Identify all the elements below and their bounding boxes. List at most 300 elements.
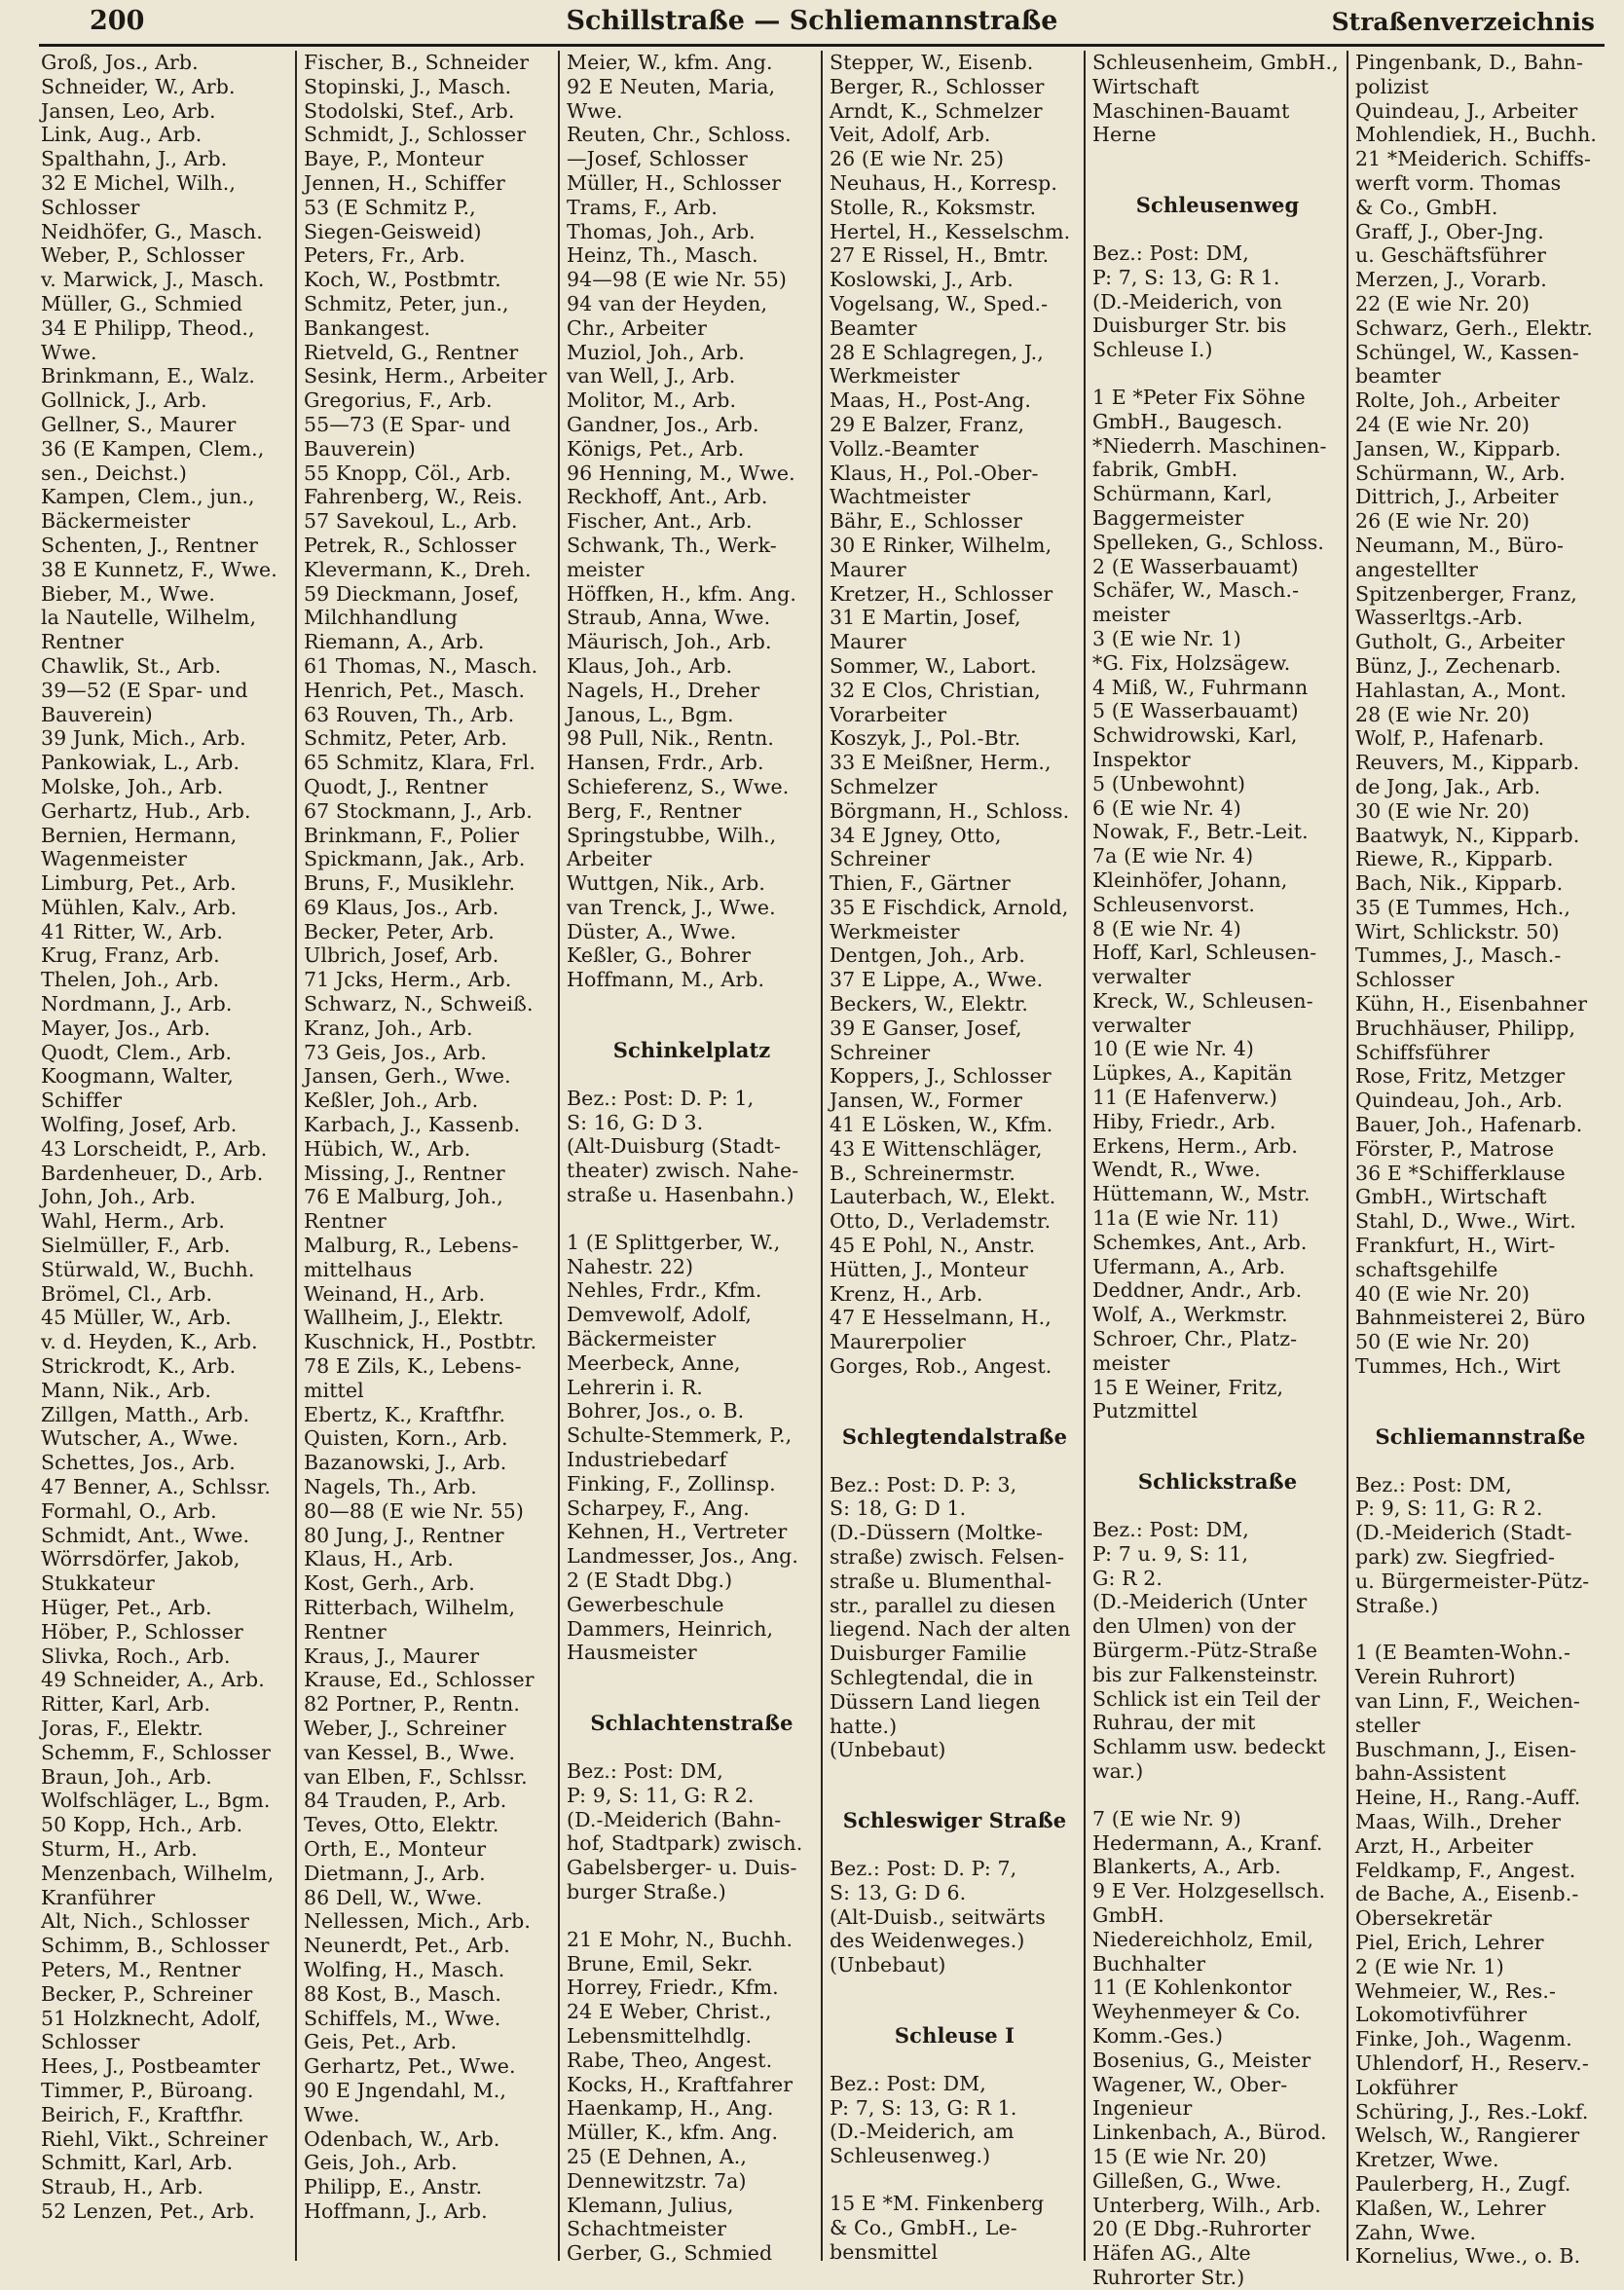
entry-line: Buchhalter [1092,1951,1206,1976]
entry-line: 35 E Fischdick, Arnold, [830,895,1069,919]
entry-line: Paulerberg, H., Zugf. [1355,2171,1571,2196]
entry-line: Rentner [41,630,124,654]
entry-line: Stopinski, J., Masch. [304,74,512,98]
entry-line: Bauverein) [304,436,416,461]
spacer [567,1016,817,1039]
entry-line: straße u. Blumenthal- [830,1569,1052,1593]
entry-line: Mayer, Jos., Arb. [41,1016,211,1040]
entry-line: Wwe. [567,98,623,123]
entry-line: (D.-Düssern (Moltke- [830,1521,1044,1545]
entry-line: Schemkes, Ant., Arb. [1092,1230,1308,1254]
entry-line: Koch, W., Postbmtr. [304,268,501,292]
entry-line: Bach, Nik., Kipparb. [1355,871,1564,896]
entry-line: Malburg, R., Lebens- [304,1234,519,1258]
entry-line: 10 (E wie Nr. 4) [1092,1037,1254,1061]
entry-line: (D.-Meiderich (Unter [1092,1590,1308,1614]
entry-line: Missing, J., Rentner [304,1161,505,1185]
entry-line: 31 E Martin, Josef, [830,606,1021,630]
entry-line: P: 9, S: 11, G: R 2. [567,1783,755,1807]
entry-line: Niedereichholz, Emil, [1092,1927,1314,1951]
entry-line: Vorarbeiter [830,702,947,726]
entry-line: Schiffels, M., Wwe. [304,2006,501,2030]
entry-line: Gilleßen, G., Wwe. [1092,2168,1282,2193]
entry-line: Klemann, Julius, [567,2193,734,2217]
entry-line: des Weidenweges.) [830,1929,1025,1953]
entry-line: Jansen, Leo, Arb. [41,98,216,123]
entry-line: Schäfer, W., Masch.- [1092,578,1300,603]
entry-line: 2 (E Wasserbauamt) [1092,554,1299,578]
entry-line: van Well, J., Arb. [567,364,736,388]
entry-line: park) zw. Siegfried- [1355,1545,1556,1570]
entry-line: (D.-Meiderich (Bahn- [567,1807,782,1831]
entry-line: straße) zwisch. Felsen- [830,1545,1065,1570]
entry-line: theater) zwisch. Nahe- [567,1159,799,1183]
entry-line: 94 van der Heyden, [567,291,768,315]
spacer [830,1786,1080,1809]
entry-line: Alt, Nich., Schlosser [41,1909,250,1934]
entry-line: 28 (E wie Nr. 20) [1355,702,1531,726]
entry-line: 8 (E wie Nr. 4) [1092,916,1241,941]
entry-line: Uhlendorf, H., Reserv.- [1355,2050,1589,2075]
entry-line: 21 E Mohr, N., Buchh. [567,1927,794,1951]
entry-line: Reckhoff, Ant., Arb. [567,485,768,509]
entry-line: Dentgen, Joh., Arb. [830,943,1025,968]
entry-line: Lebensmittelhdlg. [567,2023,753,2048]
entry-line: Wolfschläger, L., Bgm. [41,1789,271,1813]
entry-line: Krause, Ed., Schlosser [304,1668,535,1692]
entry-line: Gerhartz, Hub., Arb. [41,798,251,823]
entry-line: Förster, P., Matrose [1355,1136,1555,1161]
spacer [1092,1784,1343,1807]
entry-line: Bez.: Post: DM, [567,1759,723,1783]
entry-line: Schemm, F., Schlosser [41,1740,272,1764]
entry-line: Bez.: Post: DM, [1092,1518,1249,1542]
entry-line: Bazanowski, J., Arb. [304,1451,507,1475]
entry-line: Schreiner [830,847,931,871]
entry-line: fabrik, GmbH. [1092,458,1238,482]
entry-line: Petrek, R., Schlosser [304,533,517,557]
entry-line: Schürmann, Karl, [1092,482,1273,506]
entry-line: Becker, Peter, Arb. [304,919,495,943]
entry-line: P: 7, S: 13, G: R 1. [1092,265,1280,289]
entry-line: Beamter [830,315,917,340]
entry-line: Formahl, O., Arb. [41,1498,217,1523]
entry-line: Mäurisch, Joh., Arb. [567,630,772,654]
entry-line: Landmesser, Jos., Ang. [567,1544,798,1569]
entry-line: P: 9, S: 11, G: R 2. [1355,1496,1543,1521]
entry-line: GmbH. [1092,1902,1164,1927]
entry-line: Klaus, H., Arb. [304,1547,455,1571]
entry-line: Herne [1092,123,1157,147]
entry-line: Kornelius, Wwe., o. B. [1355,2244,1581,2269]
entry-line: Riemann, A., Arb. [304,630,485,654]
entry-line: Straub, H., Arb. [41,2175,203,2199]
entry-line: 34 E Jgney, Otto, [830,823,1002,847]
entry-line: meister [1092,603,1170,627]
entry-line: 94—98 (E wie Nr. 55) [567,268,788,292]
entry-line: Riehl, Vikt., Schreiner [41,2126,268,2151]
entry-line: Strickrodt, K., Arb. [41,1354,237,1379]
entry-line: Klaus, Joh., Arb. [567,653,733,678]
entry-line: (D.-Meiderich (Stadt- [1355,1521,1572,1545]
entry-line: Quindeau, J., Arbeiter [1355,98,1578,123]
entry-line: Wuttgen, Nik., Arb. [567,871,766,896]
page-title: Schillstraße — Schliemannstraße [566,6,1058,36]
entry-line: Bünz, J., Zechenarb. [1355,653,1562,678]
entry-line: v. Marwick, J., Masch. [41,268,265,292]
entry-line: Feldkamp, F., Angest. [1355,1858,1576,1882]
entry-line: Schüngel, W., Kassen- [1355,340,1579,364]
entry-line: 50 (E wie Nr. 20) [1355,1330,1531,1354]
entry-line: 36 (E Kampen, Clem., [41,436,265,461]
entry-line: G: R 2. [1092,1566,1163,1590]
entry-line: Arbeiter [567,847,652,871]
entry-line: Lauterbach, W., Elekt. [830,1185,1056,1209]
entry-line: v. d. Heyden, K., Arb. [41,1330,258,1354]
entry-line: 51 Holzknecht, Adolf, [41,2006,262,2030]
entry-line: P: 7, S: 13, G: R 1. [830,2095,1017,2120]
entry-line: Muziol, Joh., Arb. [567,340,745,364]
entry-line: John, Joh., Arb. [41,1185,197,1209]
entry-line: Spickmann, Jak., Arb. [304,847,526,871]
entry-line: schaftsgehilfe [1355,1257,1498,1281]
entry-line: Mohlendiek, H., Buchh. [1355,123,1597,147]
entry-line: —Josef, Schlosser [567,147,748,171]
entry-line: Bauverein) [41,702,153,726]
entry-line: 45 E Pohl, N., Anstr. [830,1234,1036,1258]
entry-line: Brinkmann, E., Walz. [41,364,256,388]
entry-line: Schneider, W., Arb. [41,74,236,98]
entry-line: Bosenius, G., Meister [1092,2048,1311,2072]
entry-line: Schwank, Th., Werk- [567,533,777,557]
entry-line: Nowak, F., Betr.-Leit. [1092,820,1309,844]
entry-line: Häfen AG., Alte [1092,2241,1251,2266]
entry-line: Schwidrowski, Karl, [1092,723,1298,748]
entry-line: Wehmeier, W., Res.- [1355,1978,1557,2003]
entry-line: Hoffmann, J., Arb. [304,2198,488,2223]
entry-line: Keßler, Joh., Arb. [304,1089,479,1113]
entry-line: Berger, R., Schlosser [830,74,1045,98]
entry-line: Bez.: Post: D. P: 3, [830,1472,1017,1496]
entry-line: Putzmittel [1092,1399,1199,1423]
entry-line: Kreck, W., Schleusen- [1092,988,1313,1013]
entry-line: Schlegtendal, die in [830,1666,1034,1689]
entry-line: Dietmann, J., Arb. [304,1861,486,1885]
entry-line: Maas, H., Post-Ang. [830,388,1031,413]
entry-line: 15 E *M. Finkenberg [830,2191,1045,2215]
entry-line: Wolfing, Josef, Arb. [41,1113,238,1137]
entry-line: Gewerbeschule [567,1592,724,1616]
entry-line: Brinkmann, F., Polier [304,823,520,847]
spacer [1092,147,1343,170]
entry-line: Gellner, S., Maurer [41,412,237,436]
entry-line: Lehrerin i. R. [567,1375,703,1399]
entry-line: Odenbach, W., Arb. [304,2126,500,2151]
entry-line: Limburg, Pet., Arb. [41,871,237,896]
entry-line: Schenten, J., Rentner [41,533,259,557]
entry-line: Siegen-Geisweid) [304,219,482,243]
entry-line: Springstubbe, Wilh., [567,823,777,847]
entry-line: (Alt-Duisburg (Stadt- [567,1134,781,1159]
column-2 [295,51,558,2261]
entry-line: Linkenbach, A., Bürod. [1092,2121,1327,2145]
entry-line: Krenz, H., Arb. [830,1281,983,1306]
entry-line: meister [1092,1350,1170,1375]
entry-line: Ruhrau, der mit [1092,1711,1256,1735]
entry-line: Wagener, W., Ober- [1092,2072,1288,2096]
entry-line: Spelleken, G., Schloss. [1092,530,1325,554]
entry-line: Braun, Joh., Arb. [41,1764,212,1789]
entry-line: Neidhöfer, G., Masch. [41,219,263,243]
entry-line: Gollnick, J., Arb. [41,388,207,413]
entry-line: van Kessel, B., Wwe. [304,1740,516,1764]
entry-line: Bruns, F., Musiklehr. [304,871,516,896]
entry-line: bensmittel [830,2239,939,2264]
entry-line: 5 (E Wasserbauamt) [1092,699,1299,723]
entry-line: Dammers, Heinrich, [567,1616,774,1641]
entry-line: Schachtmeister [567,2217,727,2241]
spacer [830,2049,1080,2072]
entry-line: angestellter [1355,557,1479,581]
entry-line: *Niederrh. Maschinen- [1092,433,1327,458]
entry-line: Schüring, J., Res.-Lokf. [1355,2099,1589,2124]
entry-line: Schlamm usw. bedeckt [1092,1735,1326,1759]
spacer [830,1762,1080,1786]
entry-line: Schlosser [41,195,140,219]
entry-line: Janous, L., Bgm. [567,702,734,726]
spacer [1355,1617,1606,1641]
entry-line: Nehles, Frdr., Kfm. [567,1278,762,1303]
entry-line: Nagels, H., Dreher [567,678,760,702]
page-header [0,0,1624,51]
entry-line: Stukkateur [41,1571,155,1596]
entry-line: Stürwald, W., Buchh. [41,1257,255,1281]
entry-line: Henrich, Pet., Masch. [304,678,526,702]
entry-line: Wolf, P., Hafenarb. [1355,726,1545,751]
entry-line: Ulbrich, Josef, Arb. [304,943,499,968]
entry-line: Geis, Pet., Arb. [304,2030,458,2054]
entry-line: Schleusenheim, GmbH., [1092,51,1339,74]
entry-line: 32 E Michel, Wilh., [41,170,236,195]
entry-line: Jennen, H., Schiffer [304,170,505,195]
entry-line: Gerber, G., Schmied [567,2241,773,2266]
entry-line: Berg, F., Rentner [567,798,742,823]
column-4 [821,51,1084,2264]
entry-line: Bruchhäuser, Philipp, [1355,1016,1576,1040]
entry-line: u. Geschäftsführer [1355,243,1547,268]
entry-line: Hüttemann, W., Mstr. [1092,1182,1310,1206]
entry-line: Keßler, G., Bohrer [567,943,752,968]
entry-line: Bez.: Post: D. P: 7, [830,1856,1017,1880]
entry-line: 57 Savekoul, L., Arb. [304,509,518,534]
entry-line: Bäckermeister [567,1327,717,1351]
entry-line: Kühn, H., Eisenbahner [1355,992,1588,1016]
entry-line: 80 Jung, J., Rentner [304,1523,504,1547]
entry-line: Quodt, Clem., Arb. [41,1040,233,1064]
entry-line: Schmelzer [830,774,938,798]
entry-line: Maurer [830,630,906,654]
spacer [1355,1379,1606,1402]
entry-line: S: 16, G: D 3. [567,1110,704,1134]
entry-line: Hübich, W., Arb. [304,1136,471,1161]
entry-line: Schiffsführer [1355,1040,1491,1064]
entry-line: Peters, M., Rentner [41,1957,241,1981]
entry-line: Gerhartz, Pet., Wwe. [304,2054,516,2079]
entry-line: 98 Pull, Nik., Rentn. [567,726,775,751]
entry-line: Sesink, Herm., Arbeiter [304,364,547,388]
entry-line: 36 E *Schifferklause [1355,1161,1566,1185]
entry-line: Menzenbach, Wilhelm, [41,1861,275,1885]
entry-line: Jansen, W., Kipparb. [1355,436,1562,461]
entry-line: Unterberg, Wilh., Arb. [1092,2193,1321,2217]
entry-line: Mann, Nik., Arb. [41,1378,211,1402]
entry-line: Brune, Emil, Sekr. [567,1951,754,1976]
entry-line: Sturm, H., Arb. [41,1836,198,1861]
entry-line: Bähr, E., Schlosser [830,509,1023,534]
entry-line: Kraus, J., Maurer [304,1644,480,1668]
entry-line: 37 E Lippe, A., Wwe. [830,968,1044,992]
entry-line: Fischer, B., Schneider [304,51,530,74]
entry-line: 30 E Rinker, Wilhelm, [830,533,1052,557]
entry-line: Kranführer [41,1885,156,1909]
entry-line: Wörrsdörfer, Jakob, [41,1547,240,1571]
entry-line: Welsch, W., Rangierer [1355,2124,1580,2148]
entry-line: 47 E Hesselmann, H., [830,1306,1052,1330]
entry-line: Börgmann, H., Schloss. [830,798,1070,823]
entry-line: Kehnen, H., Vertreter [567,1520,788,1544]
entry-line: 34 E Philipp, Theod., [41,315,255,340]
entry-line: Quindeau, Joh., Arb. [1355,1089,1564,1113]
entry-line: Mühlen, Kalv., Arb. [41,895,238,919]
entry-line: werft vorm. Thomas [1355,170,1562,195]
spacer [1092,1495,1343,1518]
entry-line: Lokführer [1355,2075,1458,2099]
entry-line: 1 (E Beamten-Wohn.- [1355,1641,1571,1665]
entry-line: Rolte, Joh., Arbeiter [1355,388,1560,413]
entry-line: Tummes, Hch., Wirt [1355,1354,1561,1379]
entry-line: Stolle, R., Koksmstr. [830,195,1037,219]
entry-line: Nellessen, Mich., Arb. [304,1909,531,1934]
column-6 [1347,51,1609,2269]
entry-line: 63 Rouven, Th., Arb. [304,702,515,726]
entry-line: verwalter [1092,1013,1191,1037]
entry-line: Obersekretär [1355,1906,1493,1931]
entry-line: Bohrer, Jos., o. B. [567,1399,745,1423]
entry-line: Bez.: Post: DM, [1355,1472,1512,1496]
entry-line: Schiffer [41,1089,123,1113]
entry-line: Beckers, W., Elektr. [830,992,1028,1016]
entry-line: Hoff, Karl, Schleusen- [1092,941,1317,965]
entry-line: 1 (E Splittgerber, W., [567,1230,781,1254]
spacer [567,1904,817,1928]
entry-line: Deddner, Andr., Arb. [1092,1278,1303,1303]
entry-line: 39 E Ganser, Josef, [830,1016,1022,1040]
entry-line: Sielmüller, F., Arb. [41,1234,231,1258]
entry-line: 53 (E Schmitz P., [304,195,476,219]
entry-line: Gorges, Rob., Angest. [830,1354,1052,1379]
entry-line: Nahestr. 22) [567,1254,694,1278]
entry-line: Bernien, Hermann, [41,823,238,847]
entry-line: Wolf, A., Werkmstr. [1092,1303,1288,1327]
entry-line: beamter [1355,364,1441,388]
entry-line: Bez.: Post: DM, [830,2071,986,2095]
entry-line: Stodolski, Stef., Arb. [304,98,515,123]
entry-line: Industriebedarf [567,1448,727,1472]
column-1 [37,51,295,2261]
entry-line: Ritter, Karl, Arb. [41,1692,211,1717]
entry-line: Werkmeister [830,919,960,943]
entry-line: Zillgen, Matth., Arb. [41,1402,250,1426]
entry-line: 41 Ritter, W., Arb. [41,919,223,943]
entry-line: Blankerts, A., Arb. [1092,1855,1281,1879]
street-heading: Schleswiger Straße [842,1808,1067,1833]
column-3 [558,51,821,2266]
entry-line: Kretzer, H., Schlosser [830,581,1053,606]
entry-line: Fahrenberg, W., Reis. [304,485,523,509]
entry-line: 67 Stockmann, J., Arb. [304,798,533,823]
entry-line: 73 Geis, Jos., Arb. [304,1040,487,1064]
entry-line: 88 Kost, B., Masch. [304,1981,501,2006]
entry-line: Wwe. [41,340,97,364]
entry-line: 11 (E Hafenverw.) [1092,1086,1277,1110]
entry-line: 52 Lenzen, Pet., Arb. [41,2198,255,2223]
entry-line: 11a (E wie Nr. 11) [1092,1206,1279,1231]
entry-line: 55 Knopp, Cöl., Arb. [304,461,512,485]
entry-line: Joras, F., Elektr. [41,1716,203,1740]
entry-line: meister [567,557,645,581]
spacer [1092,1423,1343,1447]
entry-line: Baggermeister [1092,505,1244,530]
entry-line: Schreiner [830,1040,931,1064]
entry-line: 24 (E wie Nr. 20) [1355,412,1531,436]
street-heading: Schlickstraße [1137,1469,1298,1495]
entry-line: 45 Müller, W., Arb. [41,1306,232,1330]
entry-line: liegend. Nach der alten [830,1617,1071,1642]
entry-line: Koogmann, Walter, [41,1064,234,1089]
entry-line: van Elben, F., Schlssr. [304,1764,528,1789]
entry-line: Dennewitzstr. 7a) [567,2168,747,2193]
entry-line: Finke, Joh., Wagenm. [1355,2027,1572,2051]
entry-line: 69 Klaus, Jos., Arb. [304,895,499,919]
entry-line: Schleusenweg.) [830,2144,991,2168]
entry-line: Kleinhöfer, Johann, [1092,868,1288,892]
entry-line: 80—88 (E wie Nr. 55) [304,1498,525,1523]
entry-line: Bauer, Joh., Hafenarb. [1355,1113,1583,1137]
entry-line: 43 E Wittenschläger, [830,1136,1043,1161]
entry-line: Krug, Franz, Arb. [41,943,220,968]
entry-line: Weinand, H., Arb. [304,1281,486,1306]
entry-line: Ebertz, K., Kraftfhr. [304,1402,506,1426]
entry-line: Trams, F., Arb. [567,195,719,219]
entry-line: 47 Benner, A., Schlssr. [41,1475,271,1499]
street-heading: Schleusenweg [1135,193,1300,218]
entry-line: Komm.-Ges.) [1092,2023,1224,2048]
entry-line: Schmitz, Peter, Arb. [304,726,507,751]
entry-line: Teves, Otto, Elektr. [304,1813,499,1837]
entry-line: Maurerpolier [830,1330,966,1354]
entry-line: 35 (E Tummes, Hch., [1355,895,1571,919]
entry-line: 61 Thomas, N., Masch. [304,653,538,678]
entry-line: Kocks, H., Kraftfahrer [567,2072,794,2096]
entry-line: 32 E Clos, Christian, [830,678,1041,702]
entry-line: van Linn, F., Weichen- [1355,1689,1580,1713]
entry-line: Finking, F., Zollinsp. [567,1471,776,1496]
entry-line: Hüger, Pet., Arb. [41,1596,212,1619]
entry-line: 20 (E Dbg.-Ruhrorter [1092,2217,1311,2241]
entry-line: Spitzenberger, Franz, [1355,581,1577,606]
entry-line: steller [1355,1713,1421,1737]
entry-line: 65 Schmitz, Klara, Frl. [304,751,535,775]
